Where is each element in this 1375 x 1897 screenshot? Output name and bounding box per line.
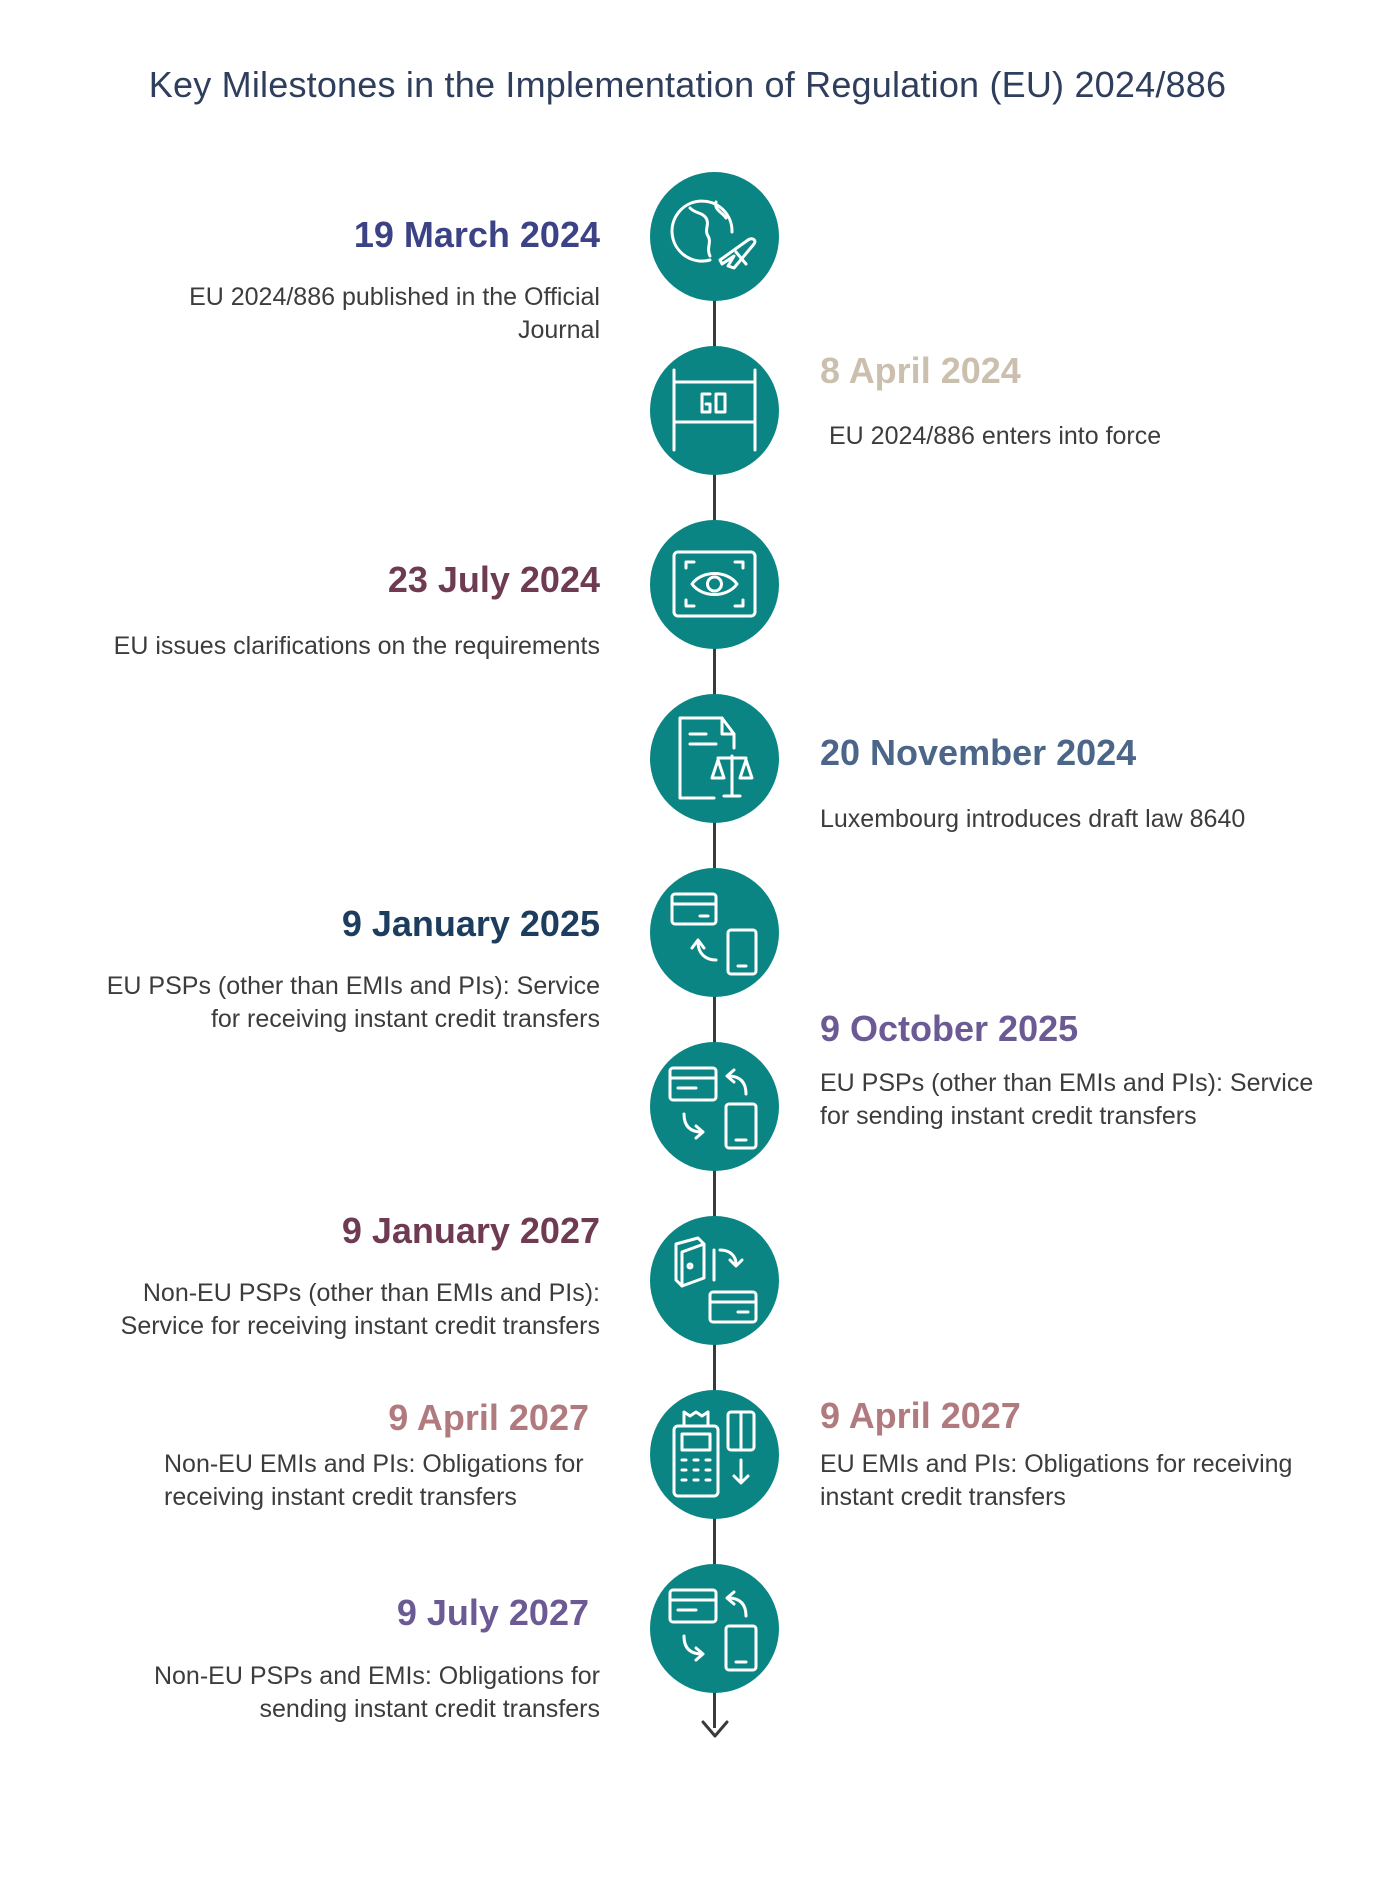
milestone-node-2 bbox=[650, 346, 779, 475]
milestone-description: EU issues clarifications on the requirements bbox=[113, 632, 600, 660]
card-phone-exchange-icon bbox=[650, 1042, 779, 1171]
legal-document-icon bbox=[650, 694, 779, 823]
timeline-arrow-icon bbox=[700, 1718, 730, 1742]
milestone-date: 20 November 2024 bbox=[820, 732, 1137, 773]
milestone-date: 23 July 2024 bbox=[387, 559, 600, 600]
milestone-description: Non-EU PSPs and EMIs: Obligations for sending instant credit transfers bbox=[153, 1662, 600, 1723]
card-to-phone-icon bbox=[650, 868, 779, 997]
milestone-description: EU PSPs (other than EMIs and PIs): Service for receiving instant credit transfers bbox=[106, 972, 600, 1033]
milestone-date: 19 March 2024 bbox=[353, 214, 600, 255]
milestone-date: 9 January 2025 bbox=[341, 903, 600, 944]
globe-plane-icon bbox=[650, 172, 779, 301]
milestone-date: 9 January 2027 bbox=[341, 1210, 600, 1251]
milestone-node-8 bbox=[650, 1390, 779, 1519]
milestone-node-4 bbox=[650, 694, 779, 823]
card-phone-exchange-icon bbox=[650, 1564, 779, 1693]
milestone-node-3 bbox=[650, 520, 779, 649]
milestone-node-9 bbox=[650, 1564, 779, 1693]
milestone-description: Non-EU EMIs and PIs: Obligations for receiving instant credit transfers bbox=[164, 1450, 584, 1511]
milestone-date: 9 April 2027 bbox=[820, 1395, 1021, 1436]
go-sign-icon bbox=[650, 346, 779, 475]
milestone-date: 9 July 2027 bbox=[396, 1592, 589, 1633]
wallet-to-card-icon bbox=[650, 1216, 779, 1345]
milestone-node-6 bbox=[650, 1042, 779, 1171]
milestone-date: 8 April 2024 bbox=[820, 350, 1021, 391]
milestone-node-7 bbox=[650, 1216, 779, 1345]
milestone-date: 9 October 2025 bbox=[820, 1008, 1079, 1049]
milestone-description: EU 2024/886 published in the Official Journal bbox=[189, 283, 600, 344]
pos-terminal-icon bbox=[650, 1390, 779, 1519]
milestone-description: Non-EU PSPs (other than EMIs and PIs): Service for receiving instant credit transfers bbox=[120, 1279, 600, 1340]
milestone-node-1 bbox=[650, 172, 779, 301]
page-title: Key Milestones in the Implementation of Regulation (EU) 2024/886 bbox=[148, 64, 1227, 105]
milestone-date: 9 April 2027 bbox=[388, 1397, 589, 1438]
eye-scan-icon bbox=[650, 520, 779, 649]
milestone-description: EU PSPs (other than EMIs and PIs): Service for sending instant credit transfers bbox=[820, 1069, 1314, 1130]
milestone-description: Luxembourg introduces draft law 8640 bbox=[820, 805, 1246, 833]
milestone-node-5 bbox=[650, 868, 779, 997]
milestone-description: EU 2024/886 enters into force bbox=[829, 422, 1162, 450]
milestone-description: EU EMIs and PIs: Obligations for receiving instant credit transfers bbox=[820, 1450, 1293, 1511]
